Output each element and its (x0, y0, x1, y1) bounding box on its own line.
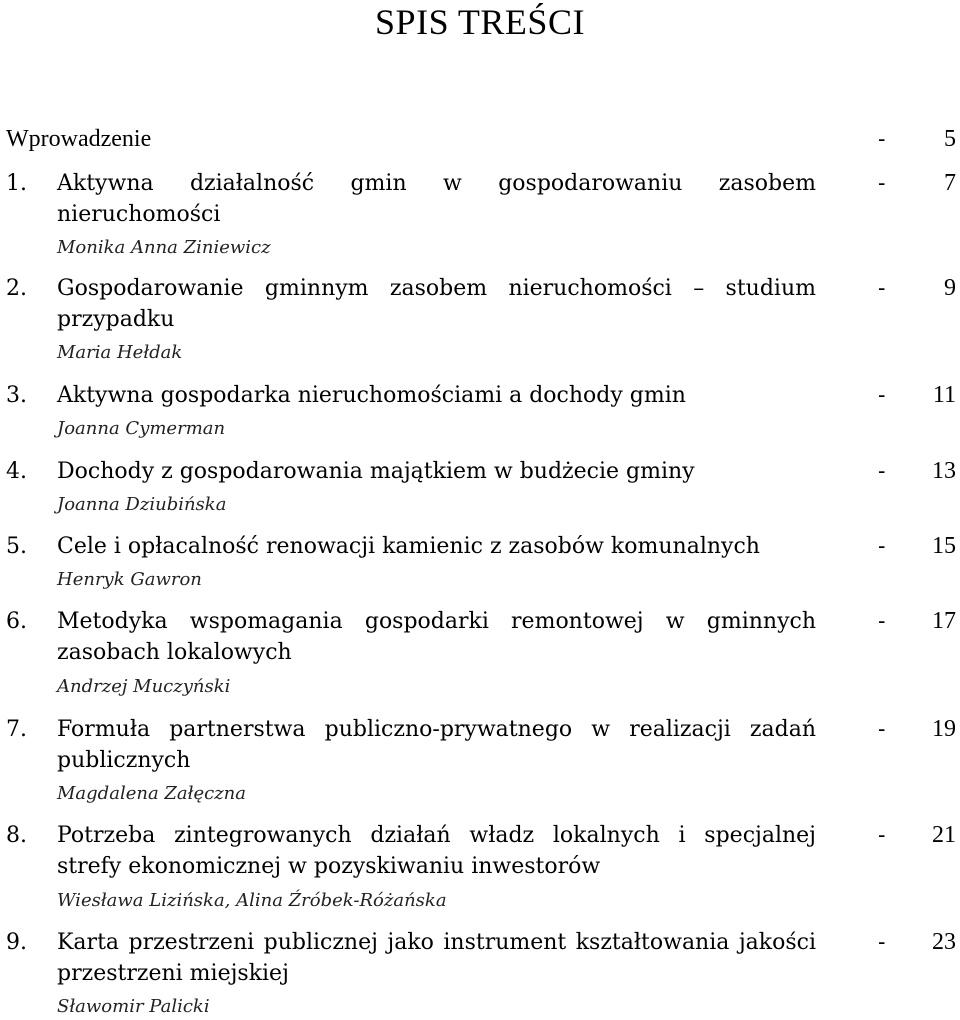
entry-author: Magdalena Załęczna (57, 783, 247, 804)
page-number: 9 (944, 275, 956, 301)
entry-title: Wprowadzenie (6, 126, 152, 152)
page-dash: - (878, 717, 886, 742)
entry-title: Gospodarowanie gminnym zasobem nieruchomości – studium przypadku (57, 276, 816, 332)
page-dash: - (878, 459, 886, 484)
page-dash: - (878, 171, 886, 196)
entry-number: 1. (6, 171, 27, 196)
entry-title: Dochody z gospodarowania majątkiem w budżecie gminy (57, 459, 695, 484)
page-number: 23 (932, 929, 956, 955)
page-number: 21 (932, 822, 956, 848)
entry-number: 9. (6, 930, 27, 955)
entry-author: Monika Anna Ziniewicz (57, 237, 271, 258)
entry-author: Joanna Cymerman (57, 418, 226, 439)
page-number: 19 (932, 716, 956, 742)
entry-title: Formuła partnerstwa publiczno-prywatnego w realizacji zadań publicznych (57, 717, 816, 773)
entry-title: Cele i opłacalność renowacji kamienic z zasobów komunalnych (57, 534, 760, 559)
entry-number: 7. (6, 717, 27, 742)
entry-author: Wiesława Lizińska, Alina Źróbek-Różańska (57, 890, 447, 911)
entry-title: Aktywna działalność gmin w gospodarowaniu zasobem nieruchomości (57, 171, 816, 227)
page-number: 11 (932, 382, 956, 408)
page-number: 5 (944, 126, 956, 152)
entry-number: 8. (6, 823, 27, 848)
page-number: 13 (932, 458, 956, 484)
entry-number: 6. (6, 609, 27, 634)
entry-number: 4. (6, 459, 27, 484)
entry-number: 3. (6, 383, 27, 408)
page-number: 17 (932, 608, 956, 634)
entry-author: Sławomir Palicki (57, 996, 210, 1017)
page-dash: - (878, 383, 886, 408)
entry-author: Henryk Gawron (57, 569, 202, 590)
page-title: SPIS TREŚCI (375, 2, 585, 42)
entry-author: Andrzej Muczyński (57, 676, 231, 697)
page-number: 15 (932, 533, 956, 559)
page-dash: - (878, 823, 886, 848)
entry-number: 5. (6, 534, 27, 559)
page-dash: - (878, 276, 886, 301)
entry-title: Potrzeba zintegrowanych działań władz lokalnych i specjalnej strefy ekonomicznej w pozyskiwaniu inwestorów (57, 823, 816, 879)
entry-number: 2. (6, 276, 27, 301)
entry-title: Aktywna gospodarka nieruchomościami a dochody gmin (57, 383, 686, 408)
page-number: 7 (944, 170, 956, 196)
page-dash: - (878, 609, 886, 634)
entry-author: Joanna Dziubińska (57, 494, 227, 515)
page-dash: - (878, 930, 886, 955)
entry-title: Metodyka wspomagania gospodarki remontowej w gminnych zasobach lokalowych (57, 609, 816, 665)
entry-author: Maria Hełdak (57, 342, 183, 363)
page-dash: - (878, 534, 886, 559)
entry-title: Karta przestrzeni publicznej jako instrument kształtowania jakości przestrzeni miejskiej (57, 930, 816, 986)
page-dash: - (878, 127, 886, 152)
